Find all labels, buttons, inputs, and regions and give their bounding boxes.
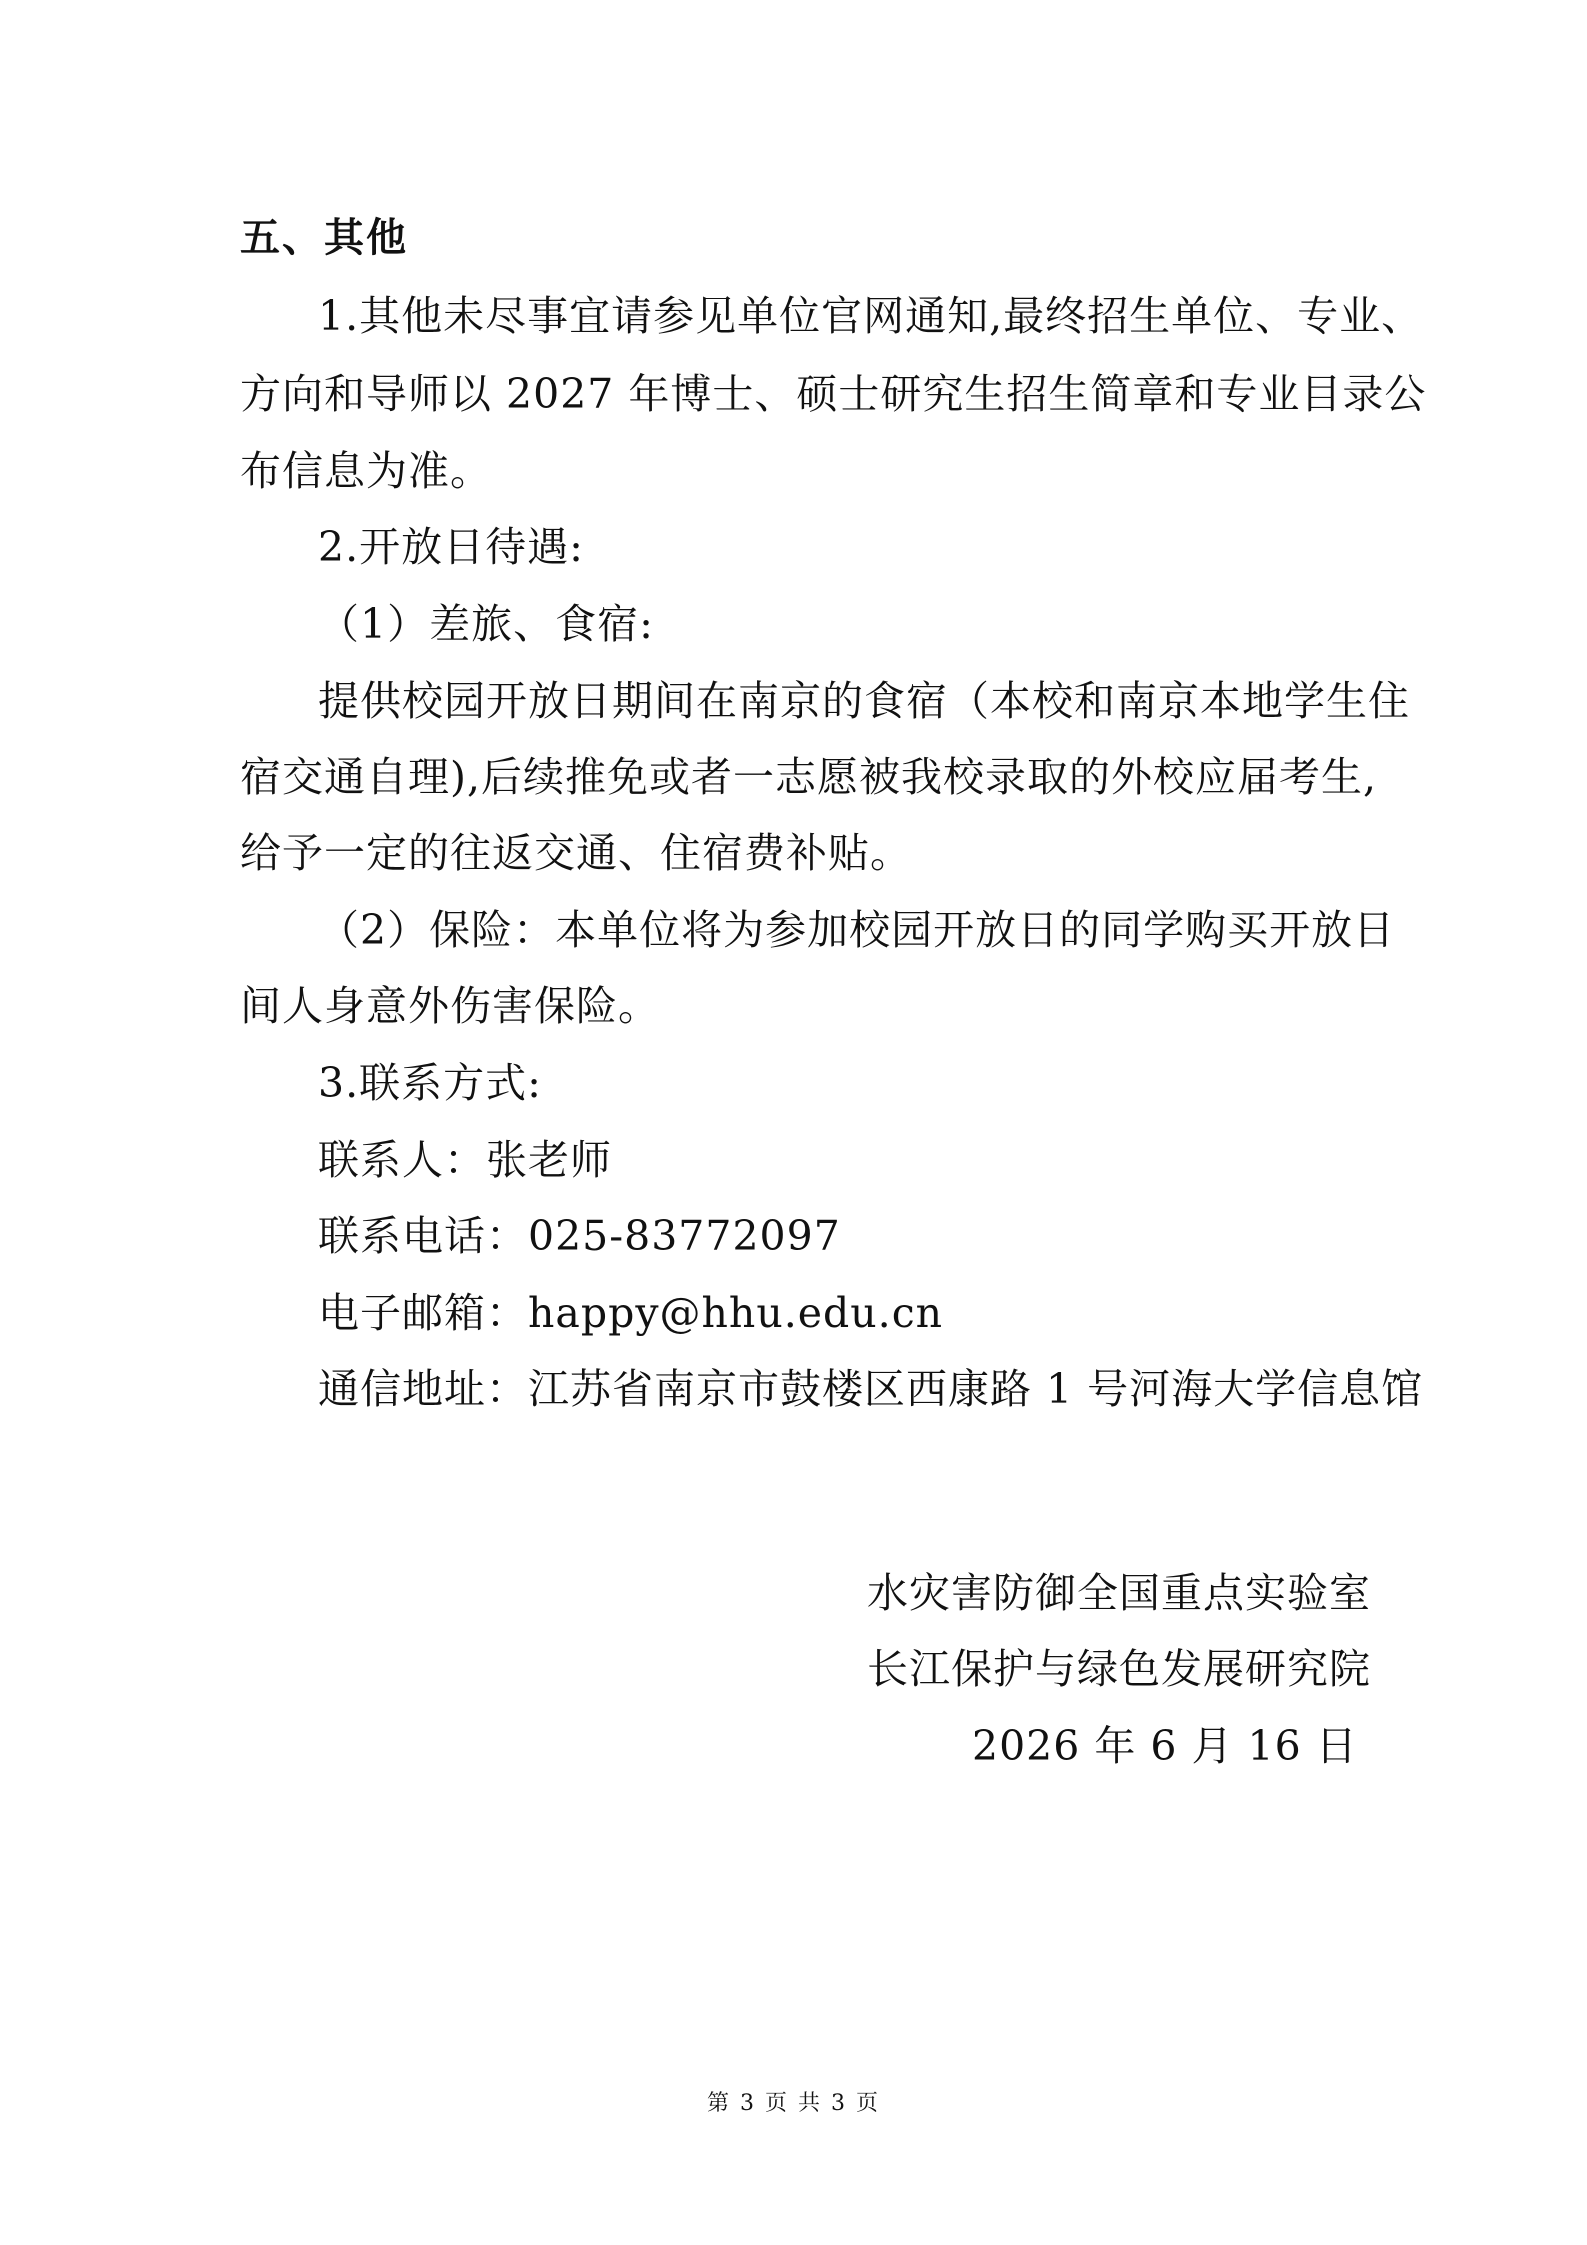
item2-sub1-line2: 宿交通自理),后续推免或者一志愿被我校录取的外校应届考生,	[240, 753, 1378, 801]
item2-sub1-line1: 提供校园开放日期间在南京的食宿（本校和南京本地学生住	[318, 677, 1410, 725]
item2-sub1-line3: 给予一定的往返交通、住宿费补贴。	[240, 829, 912, 877]
page-footer: 第 3 页 共 3 页	[707, 2091, 880, 2116]
item2-sub2-line1: （2）保险：本单位将为参加校园开放日的同学购买开放日	[318, 906, 1396, 954]
signature-org2: 长江保护与绿色发展研究院	[867, 1645, 1371, 1693]
signature-date: 2026 年 6 月 16 日	[972, 1722, 1358, 1770]
item2-sub2-line2: 间人身意外伤害保险。	[240, 982, 660, 1030]
item1-line1: 1.其他未尽事宜请参见单位官网通知,最终招生单位、专业、	[318, 292, 1424, 340]
contact-phone: 联系电话：025-83772097	[318, 1212, 841, 1260]
contact-address: 通信地址：江苏省南京市鼓楼区西康路 1 号河海大学信息馆	[318, 1365, 1424, 1413]
item1-line2: 方向和导师以 2027 年博士、硕士研究生招生简章和专业目录公	[240, 370, 1427, 418]
contact-email: 电子邮箱：happy@hhu.edu.cn	[318, 1289, 944, 1337]
item3-title: 3.联系方式:	[318, 1059, 542, 1107]
item2-sub1-title: （1）差旅、食宿:	[318, 600, 654, 648]
section-heading: 五、其他	[240, 215, 408, 261]
signature-org1: 水灾害防御全国重点实验室	[867, 1569, 1371, 1617]
item1-line3: 布信息为准。	[240, 447, 492, 495]
item2-title: 2.开放日待遇:	[318, 523, 584, 571]
contact-person: 联系人：张老师	[318, 1136, 612, 1184]
